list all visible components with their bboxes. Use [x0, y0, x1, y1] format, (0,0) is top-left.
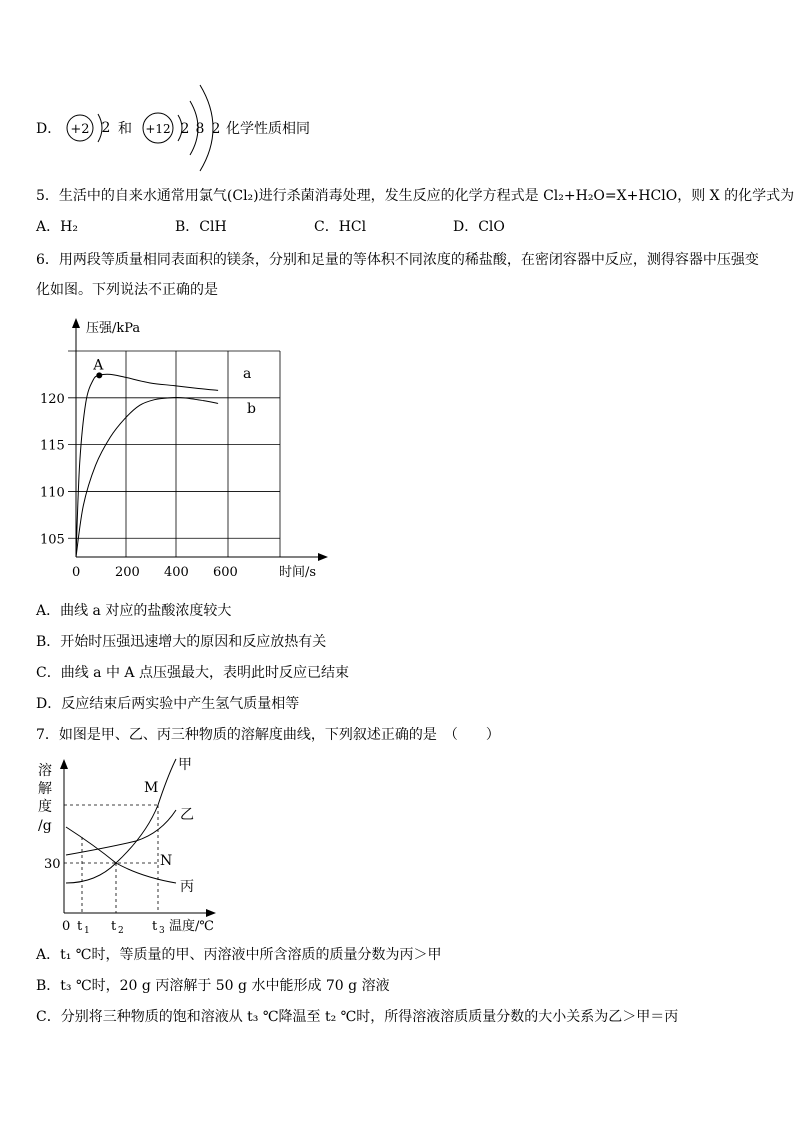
atom2-shell-3: 2 [211, 121, 221, 137]
chart2-ylabel-1: 溶 [38, 763, 52, 779]
chart2-xtick-t2-sub: 2 [118, 926, 124, 936]
chart1-series-a-label: a [243, 366, 252, 382]
chart1-xlabel: 时间/s [279, 565, 317, 580]
q7-option-a: A．t₁ ℃时，等质量的甲、丙溶液中所含溶质的质量分数为丙＞甲 [36, 947, 442, 963]
q6-option-a: A．曲线 a 对应的盐酸浓度较大 [36, 603, 232, 619]
chart2-ylabel-2: 解 [38, 781, 52, 797]
chart2-xtick-t3 [152, 919, 165, 936]
chart2-ylabel-4: /g [38, 818, 52, 834]
chart1-ytick-label: 120 [40, 391, 65, 407]
chart1-ylabel: 压强/kPa [86, 321, 141, 336]
q4-option-d-suffix: 化学性质相同 [226, 121, 310, 137]
chart2-y-arrow [60, 759, 68, 769]
chart2-series-yi-label: 乙 [180, 807, 194, 823]
chart2-origin-label: 0 [62, 919, 71, 934]
chart1-xtick-label: 600 [213, 565, 238, 580]
chart2-ylabel-3: 度 [38, 799, 52, 815]
q6-option-c: C．曲线 a 中 A 点压强最大，表明此时反应已结束 [36, 665, 349, 681]
q6-option-d: D．反应结束后两实验中产生氢气质量相等 [36, 696, 300, 712]
svg-text:t: t [152, 919, 158, 934]
q4-connector: 和 [118, 121, 132, 137]
chart1-point-a-label: A [93, 357, 104, 374]
q7-option-b: B．t₃ ℃时，20 g 丙溶解于 50 g 水中能形成 70 g 溶液 [36, 978, 390, 994]
chart2-xlabel: 温度/℃ [169, 919, 214, 934]
q4-option-d-letter: D． [36, 121, 62, 137]
q5-stem: 5．生活中的自来水通常用氯气(Cl₂)进行杀菌消毒处理，发生反应的化学方程式是 Cl₂+H₂O=X+HClO，则 X 的化学式为 [36, 188, 794, 204]
svg-text:t: t [111, 919, 117, 934]
q5-option-b: B．ClH [175, 219, 227, 235]
chart1-series-b-label: b [247, 401, 256, 417]
q5-option-a: A．H₂ [36, 219, 78, 235]
q6-stem-line1: 6．用两段等质量相同表面积的镁条，分别和足量的等体积不同浓度的稀盐酸，在密闭容器中反应，测得容器中压强变 [36, 252, 759, 268]
chart1-ytick-label: 115 [40, 438, 65, 454]
q7-option-c: C．分别将三种物质的饱和溶液从 t₃ ℃降温至 t₂ ℃时，所得溶液溶质质量分数的大小关系为乙＞甲＝丙 [36, 1009, 679, 1025]
chart2-x-arrow [206, 909, 216, 917]
q6-option-b: B．开始时压强迅速增大的原因和反应放热有关 [36, 634, 327, 650]
chart2-series-bing-label: 丙 [180, 879, 194, 895]
chart2-ytick-30: 30 [44, 857, 61, 872]
q5-option-c: C．HCl [314, 219, 367, 235]
chart1-series-b-line [76, 398, 218, 557]
chart1-ytick-label: 105 [40, 532, 65, 548]
chart2-xtick-t1-sub: 1 [84, 926, 90, 936]
chart2-point-m-label: M [144, 780, 159, 796]
chart1-x-arrow [318, 553, 328, 561]
solubility-curve-chart [36, 755, 256, 940]
q4-option-d [36, 118, 366, 158]
chart1-xtick-label: 0 [72, 565, 81, 580]
q5-option-d: D．ClO [453, 219, 505, 235]
chart1-xtick-label: 200 [115, 565, 140, 580]
chart2-xtick-t2 [111, 919, 124, 936]
chart1-xtick-label: 400 [164, 565, 189, 580]
svg-text:t: t [77, 919, 83, 934]
chart2-point-n-label: N [160, 853, 173, 869]
chart2-series-jia-label: 甲 [178, 757, 192, 773]
chart2-xtick-t3-sub: 3 [159, 926, 165, 936]
atom1-shell-1: 2 [101, 120, 111, 136]
atom-structure-diagram-1 [64, 108, 124, 148]
chart1-ytick-label: 110 [40, 485, 65, 501]
chart2-xtick-t1 [77, 919, 90, 936]
atom2-nucleus: +12 [145, 122, 171, 136]
chart2-curve-yi [66, 810, 176, 855]
chart1-y-arrow [72, 318, 80, 328]
atom2-shell-2: 8 [195, 121, 205, 137]
pressure-time-chart [36, 314, 336, 584]
atom2-shell-1: 2 [180, 121, 190, 137]
q7-stem: 7．如图是甲、乙、丙三种物质的溶解度曲线，下列叙述正确的是 （ ） [36, 727, 500, 743]
q6-stem-line2: 化如图。下列说法不正确的是 [36, 282, 218, 298]
atom1-nucleus: +2 [70, 122, 90, 137]
